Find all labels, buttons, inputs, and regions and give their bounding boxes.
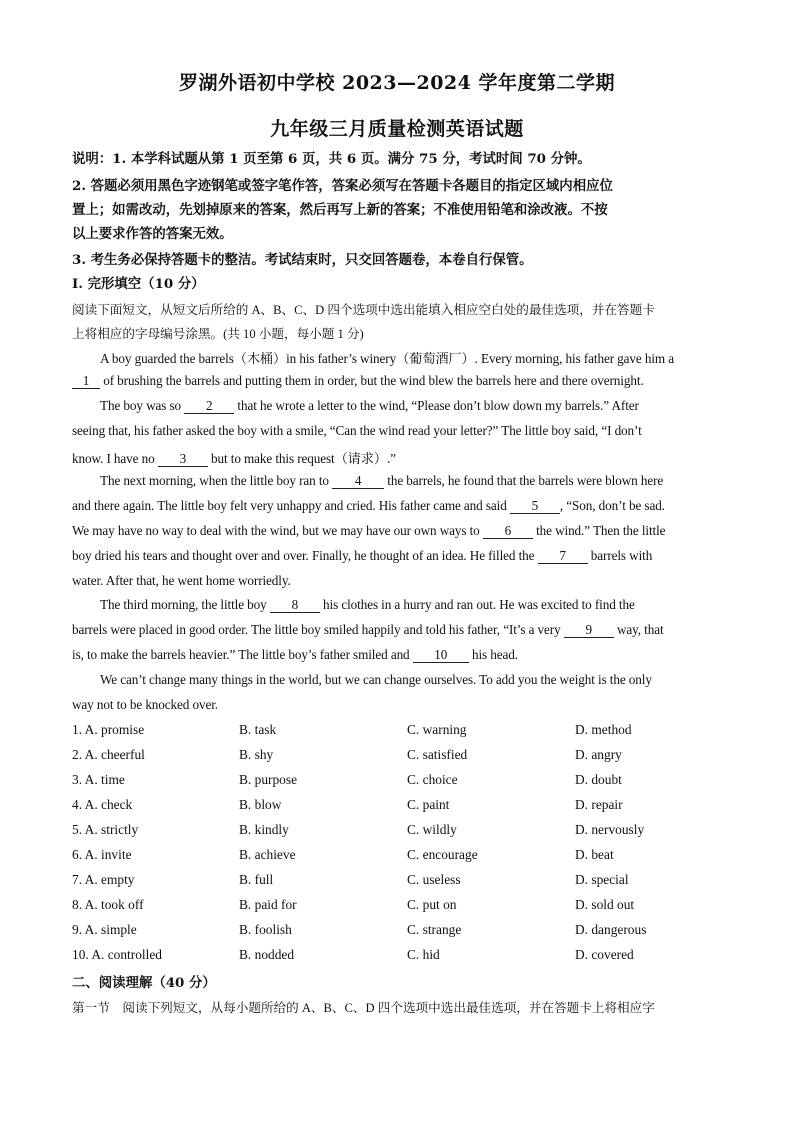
passage-line: and there again. The little boy felt very unhappy and cried. His father came and said 5 , “Son, don’t be sad. [72, 498, 665, 513]
exam-title: 罗湖外语初中学校 2023—2024 学年度第二学期 [179, 72, 615, 94]
option-10-a: 10. A. controlled [72, 947, 163, 962]
option-9-c: C. strange [407, 922, 462, 937]
option-1-d: D. method [575, 722, 632, 737]
section-heading: 二、阅读理解（40 分） [72, 975, 216, 991]
option-4-d: D. repair [575, 797, 623, 812]
option-10-d: D. covered [575, 947, 634, 962]
option-7-d: D. special [575, 872, 629, 887]
passage-line: We can’t change many things in the world, but we can change ourselves. To add you the weight is the only [100, 672, 652, 687]
option-8-b: B. paid for [239, 897, 297, 912]
answer-blank: 8 [270, 598, 320, 613]
option-9-a: 9. A. simple [72, 922, 137, 937]
option-5-d: D. nervously [575, 822, 645, 837]
option-10-c: C. hid [407, 947, 440, 962]
passage-line: barrels were placed in good order. The little boy smiled happily and told his father, “It’s a very 9 way, that [72, 622, 664, 637]
section-instruction: 上将相应的字母编号涂黑。(共 10 小题，每小题 1 分) [72, 327, 364, 341]
option-2-c: C. satisfied [407, 747, 468, 762]
passage-line: is, to make the barrels heavier.” The little boy’s father smiled and 10 his head. [72, 647, 518, 662]
passage-line: 1 of brushing the barrels and putting them in order, but the wind blew the barrels here and there overnight. [72, 373, 724, 389]
option-9-d: D. dangerous [575, 922, 647, 937]
option-3-c: C. choice [407, 772, 458, 787]
note-line: 以上要求作答的答案无效。 [72, 226, 233, 242]
option-6-d: D. beat [575, 847, 614, 862]
option-10-b: B. nodded [239, 947, 295, 962]
note-line: 说明：1. 本学科试题从第 1 页至第 6 页，共 6 页。满分 75 分，考试时间 70 分钟。 [72, 151, 591, 167]
exam-subtitle: 九年级三月质量检测英语试题 [270, 118, 524, 140]
passage-line: boy dried his tears and thought over and over. Finally, he thought of an idea. He filled the 7 barrels with [72, 548, 653, 563]
option-8-d: D. sold out [575, 897, 635, 912]
passage-line: We may have no way to deal with the wind, but we may have our own ways to 6 the wind.” Then the little [72, 523, 666, 538]
option-5-a: 5. A. strictly [72, 822, 139, 837]
passage-line: way not to be knocked over. [72, 697, 218, 712]
answer-blank: 5 [510, 499, 560, 514]
note-line: 3. 考生务必保持答题卡的整洁。考试结束时，只交回答题卷，本卷自行保管。 [72, 252, 533, 268]
option-6-b: B. achieve [239, 847, 296, 862]
passage-line: A boy guarded the barrels（木桶）in his father’s winery（葡萄酒厂）. Every morning, his father gave him a [100, 351, 675, 366]
option-1-a: 1. A. promise [72, 722, 145, 737]
option-7-b: B. full [239, 872, 274, 887]
answer-blank: 3 [158, 452, 208, 467]
answer-blank: 9 [564, 623, 614, 638]
section-instruction: 第一节 阅读下列短文，从每小题所给的 A、B、C、D 四个选项中选出最佳选项，并在答题卡上将相应字 [72, 1001, 655, 1015]
option-4-b: B. blow [239, 797, 282, 812]
section-heading: Ⅰ. 完形填空（10 分） [72, 276, 205, 292]
answer-blank: 1 [72, 374, 100, 389]
option-8-a: 8. A. took off [72, 897, 144, 912]
option-1-b: B. task [239, 722, 277, 737]
option-2-b: B. shy [239, 747, 274, 762]
option-3-a: 3. A. time [72, 772, 125, 787]
passage-line: water. After that, he went home worriedly. [72, 573, 291, 588]
option-7-c: C. useless [407, 872, 461, 887]
option-2-d: D. angry [575, 747, 622, 762]
answer-blank: 2 [184, 399, 234, 414]
passage-line: The boy was so 2 that he wrote a letter to the wind, “Please don’t blow down my barrels.” After [100, 398, 639, 413]
answer-blank: 6 [483, 524, 533, 539]
option-1-c: C. warning [407, 722, 467, 737]
passage-line: The third morning, the little boy 8 his clothes in a hurry and ran out. He was excited to find the [100, 597, 635, 612]
option-4-a: 4. A. check [72, 797, 133, 812]
section-instruction: 阅读下面短文，从短文后所给的 A、B、C、D 四个选项中选出能填入相应空白处的最佳选项，并在答题卡 [72, 303, 655, 317]
passage-line: The next morning, when the little boy ran to 4 the barrels, he found that the barrels were blown here [100, 473, 664, 488]
option-9-b: B. foolish [239, 922, 292, 937]
option-5-b: B. kindly [239, 822, 289, 837]
option-6-c: C. encourage [407, 847, 478, 862]
answer-blank: 4 [332, 474, 384, 489]
passage-line: know. I have no 3 but to make this request（请求）.” [72, 451, 396, 466]
option-7-a: 7. A. empty [72, 872, 135, 887]
answer-blank: 10 [413, 648, 469, 663]
option-4-c: C. paint [407, 797, 450, 812]
note-line: 置上；如需改动，先划掉原来的答案，然后再写上新的答案；不准使用铅笔和涂改液。不按 [72, 202, 608, 218]
option-6-a: 6. A. invite [72, 847, 132, 862]
answer-blank: 7 [538, 549, 588, 564]
option-3-d: D. doubt [575, 772, 622, 787]
passage-line: seeing that, his father asked the boy with a smile, “Can the wind read your letter?” The little boy said, “I don’t [72, 423, 642, 438]
option-8-c: C. put on [407, 897, 457, 912]
option-2-a: 2. A. cheerful [72, 747, 145, 762]
option-3-b: B. purpose [239, 772, 298, 787]
option-5-c: C. wildly [407, 822, 457, 837]
note-line: 2. 答题必须用黑色字迹钢笔或签字笔作答，答案必须写在答题卡各题目的指定区域内相应位 [72, 178, 613, 194]
